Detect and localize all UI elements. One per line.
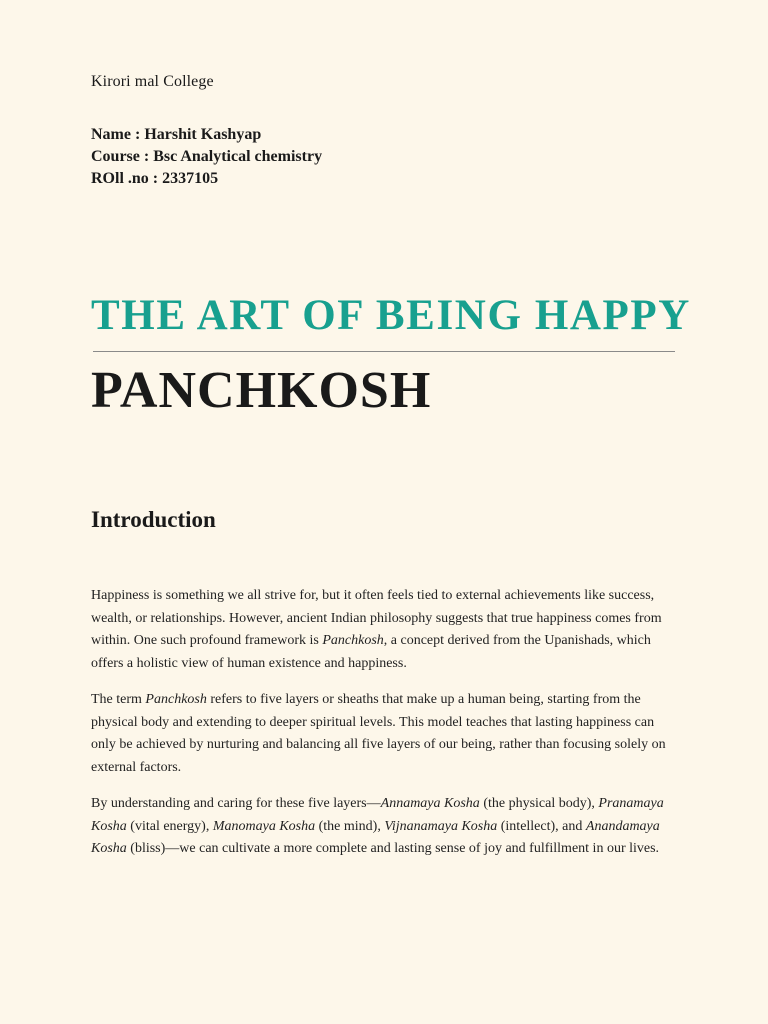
- paragraph-text: (bliss)—we can cultivate a more complete and lasting sense of joy and fulfillment in our lives.: [126, 841, 660, 856]
- student-name: Name : Harshit Kashyap: [91, 126, 262, 143]
- emphasis-term: Pranamaya Kosha: [91, 796, 664, 834]
- paragraph-text: By understanding and caring for these five layers—: [91, 796, 381, 811]
- paragraph-text: Happiness is something we all strive for, but it often feels tied to external achievements like success, wealth, or relationships. However, ancient Indian philosophy suggests that true happiness comes from within. One such profound framework is: [91, 588, 662, 648]
- paragraph-text: The term: [91, 692, 146, 707]
- title-divider: [93, 351, 675, 352]
- emphasis-term: Panchkosh: [322, 633, 384, 648]
- student-course: Course : Bsc Analytical chemistry: [91, 148, 323, 165]
- paragraph-text: (the physical body),: [479, 796, 599, 811]
- emphasis-term: Annamaya Kosha: [380, 796, 480, 811]
- emphasis-term: Panchkosh: [145, 692, 207, 707]
- section-body: [91, 585, 681, 875]
- emphasis-term: Anandamaya Kosha: [91, 818, 660, 856]
- emphasis-term: Manomaya Kosha: [212, 818, 316, 834]
- paragraph-text: , a concept derived from the Upanishads, which offers a holistic view of human existence and happiness.: [91, 633, 651, 671]
- student-info: [91, 124, 322, 190]
- document-subtitle: PANCHKOSH: [91, 362, 432, 419]
- paragraph-3: [91, 793, 681, 861]
- paragraph-2: [91, 689, 681, 779]
- section-heading: Introduction: [91, 507, 216, 532]
- student-roll-number: ROll .no : 2337105: [91, 170, 219, 187]
- emphasis-term: Vijnanamaya Kosha: [384, 818, 498, 834]
- college-name: Kirori mal College: [91, 73, 214, 90]
- paragraph-text: (vital energy),: [126, 818, 213, 834]
- paragraph-1: [91, 585, 681, 675]
- paragraph-text: (the mind),: [315, 818, 385, 834]
- document-title: THE ART OF BEING HAPPY: [91, 292, 691, 339]
- paragraph-text: (intellect), and: [497, 818, 586, 834]
- paragraph-text: refers to five layers or sheaths that make up a human being, starting from the physical body and extending to deeper spiritual levels. This model teaches that lasting happiness can only be achieved by nurturing and balancing all five layers of our being, rather than focusing solely on external factors.: [91, 692, 666, 775]
